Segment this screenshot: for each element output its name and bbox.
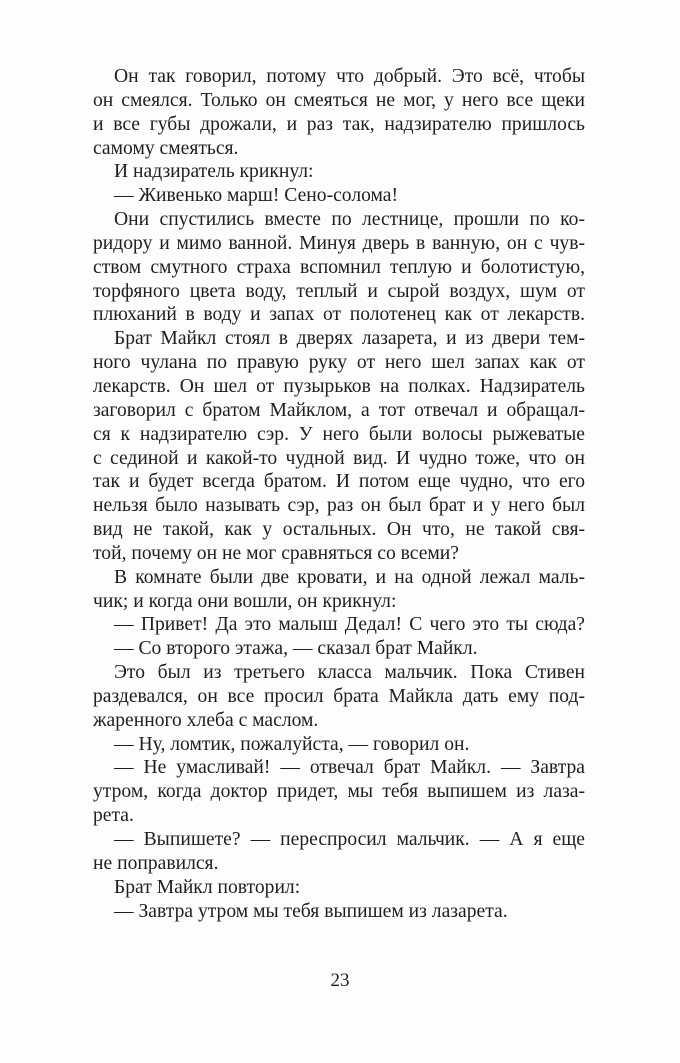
text-line: — Завтра утром мы тебя выпишем из лазарета. [114, 900, 508, 922]
text-line: ся к надзирателю сэр. У него были волосы рыжеватые [93, 423, 585, 445]
text-line: — Со второго этажа, — сказал брат Майкл. [114, 638, 478, 660]
text-line: Это был из третьего класса мальчик. Пока Стивен [114, 662, 585, 684]
text-line: рета. [93, 805, 134, 827]
text-line: с сединой и какой-то чудной вид. И чудно тоже, что он [93, 447, 585, 469]
text-line: — Привет! Да это малыш Дедал! С чего это ты сюда? [114, 614, 585, 636]
text-line: нельзя было называть сэр, раз он был брат и у него был [93, 495, 585, 517]
text-line: — Не умасливай! — отвечал брат Майкл. — Завтра [114, 757, 585, 779]
text-line: утром, когда доктор придет, мы тебя выпишем из лаза- [93, 781, 585, 803]
text-line: торфяного цвета воду, теплый и сырой воздух, шум от [93, 280, 585, 302]
text-line: раздевался, он все просил брата Майкла дать ему под- [93, 685, 585, 707]
text-line: ридору и мимо ванной. Минуя дверь в ванную, он с чув- [93, 232, 585, 254]
text-line: — Живенько марш! Сено-солома! [114, 185, 399, 207]
page-body-text [93, 65, 585, 923]
text-line: чик; и когда они вошли, он крикнул: [93, 590, 397, 612]
text-line: той, почему он не мог сравняться со всеми? [93, 542, 459, 564]
text-line: он смеялся. Только он смеяться не мог, у него все щеки [93, 89, 585, 111]
text-line: В комнате были две кровати, и на одной лежал маль- [114, 566, 585, 588]
text-line: и все губы дрожали, и раз так, надзирателю пришлось [93, 113, 585, 135]
text-line: — Ну, ломтик, пожалуйста, — говорил он. [114, 733, 470, 755]
text-line: так и будет всегда братом. И потом еще чудно, что его [93, 471, 585, 493]
text-line: плюханий в воду и запах от полотенец как от лекарств. [93, 304, 585, 326]
text-line: не поправился. [93, 852, 219, 874]
text-line: — Выпишете? — переспросил мальчик. — А я еще [114, 829, 585, 850]
text-line: Он так говорил, потому что добрый. Это всё, чтобы [114, 66, 585, 87]
text-line: жаренного хлеба с маслом. [93, 709, 319, 731]
text-line: Брат Майкл стоял в дверях лазарета, и из двери тем- [114, 328, 585, 350]
text-line: ного чулана по правую руку от него шел запах как от [93, 352, 585, 374]
text-line: заговорил с братом Майклом, а тот отвечал и обращал- [93, 399, 585, 421]
page-number: 23 [330, 970, 350, 991]
text-line: самому смеяться. [93, 137, 239, 159]
text-line: ством смутного страха вспомнил теплую и болотистую, [93, 256, 585, 278]
text-line: Они спустились вместе по лестнице, прошли по ко- [114, 209, 585, 231]
text-line: И надзиратель крикнул: [114, 161, 314, 183]
text-line: Брат Майкл повторил: [114, 876, 301, 898]
text-line: вид не такой, как у остальных. Он что, не такой свя- [93, 519, 585, 541]
text-line: лекарств. Он шел от пузырьков на полках. Надзиратель [93, 375, 585, 397]
